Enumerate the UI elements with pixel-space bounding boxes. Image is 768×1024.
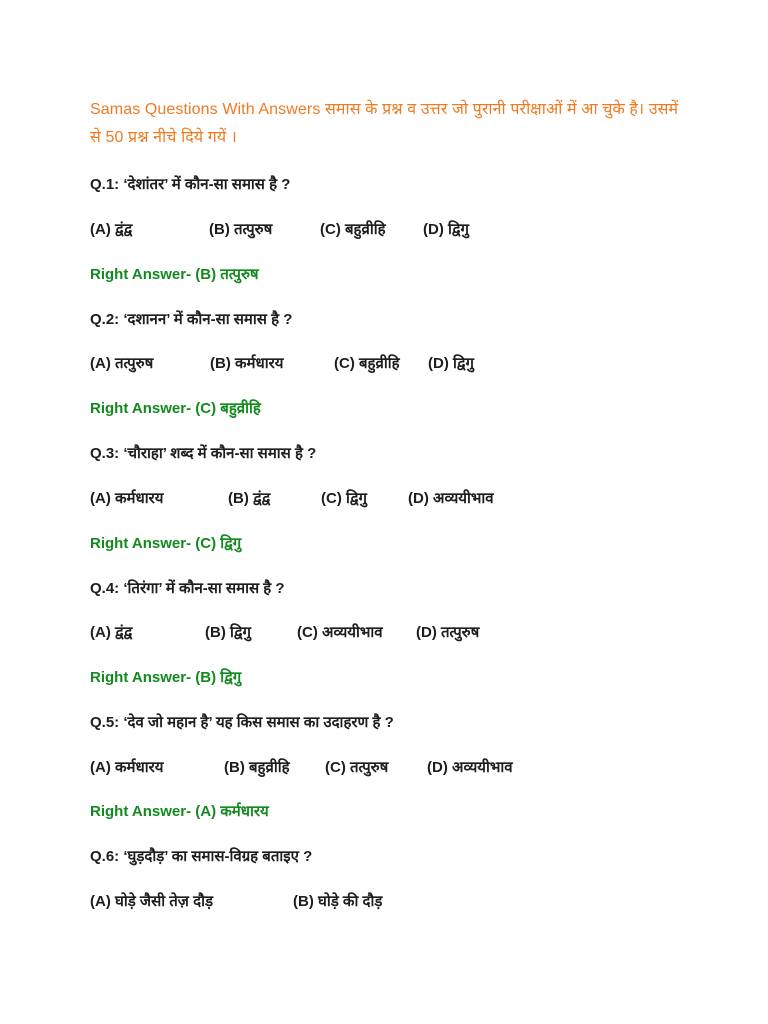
option-a: (A) कर्मधारय: [90, 759, 164, 776]
option-b: (B) तत्पुरुष: [209, 221, 273, 238]
intro-paragraph: Samas Questions With Answers समास के प्रश्न व उत्तर जो पुरानी परीक्षाओं में आ चुके है। उसमें से 50 प्रश्न नीचे दिये गयें ।: [90, 101, 679, 146]
option-d: (D) अव्ययीभाव: [408, 490, 494, 507]
option-b: (B) बहुव्रीहि: [224, 759, 290, 776]
option-d: (D) द्विगु: [428, 355, 474, 372]
option-c: (C) बहुव्रीहि: [334, 355, 400, 372]
option-c: (C) तत्पुरुष: [325, 759, 389, 776]
question-3: Q.3: ‘चौराहा’ शब्द में कौन-सा समास है ?: [90, 445, 317, 462]
option-b: (B) घोड़े की दौड़: [293, 893, 383, 910]
option-a: (A) द्वंद्व: [90, 221, 133, 238]
question-1: Q.1: ‘देशांतर’ में कौन-सा समास है ?: [90, 176, 291, 193]
question-5: Q.5: ‘देव जो महान है’ यह किस समास का उदाहरण है ?: [90, 714, 394, 731]
option-d: (D) अव्ययीभाव: [427, 759, 513, 776]
question-4: Q.4: ‘तिरंगा’ में कौन-सा समास है ?: [90, 580, 285, 597]
option-a: (A) तत्पुरुष: [90, 355, 154, 372]
question-2: Q.2: ‘दशानन’ में कौन-सा समास है ?: [90, 311, 293, 328]
answer-1: Right Answer- (B) तत्पुरुष: [90, 266, 259, 283]
answer-4: Right Answer- (B) द्विगु: [90, 669, 242, 686]
option-c: (C) द्विगु: [321, 490, 367, 507]
option-b: (B) द्वंद्व: [228, 490, 271, 507]
option-d: (D) द्विगु: [423, 221, 469, 238]
option-d: (D) तत्पुरुष: [416, 624, 480, 641]
answer-2: Right Answer- (C) बहुव्रीहि: [90, 400, 261, 417]
option-c: (C) बहुव्रीहि: [320, 221, 386, 238]
question-6: Q.6: ‘घुड़दौड़’ का समास-विग्रह बताइए ?: [90, 848, 313, 865]
option-b: (B) कर्मधारय: [210, 355, 284, 372]
answer-3: Right Answer- (C) द्विगु: [90, 535, 242, 552]
option-a: (A) कर्मधारय: [90, 490, 164, 507]
answer-5: Right Answer- (A) कर्मधारय: [90, 803, 269, 820]
option-b: (B) द्विगु: [205, 624, 251, 641]
option-c: (C) अव्ययीभाव: [297, 624, 383, 641]
option-a: (A) द्वंद्व: [90, 624, 133, 641]
option-a: (A) घोड़े जैसी तेज़ दौड़: [90, 893, 213, 910]
